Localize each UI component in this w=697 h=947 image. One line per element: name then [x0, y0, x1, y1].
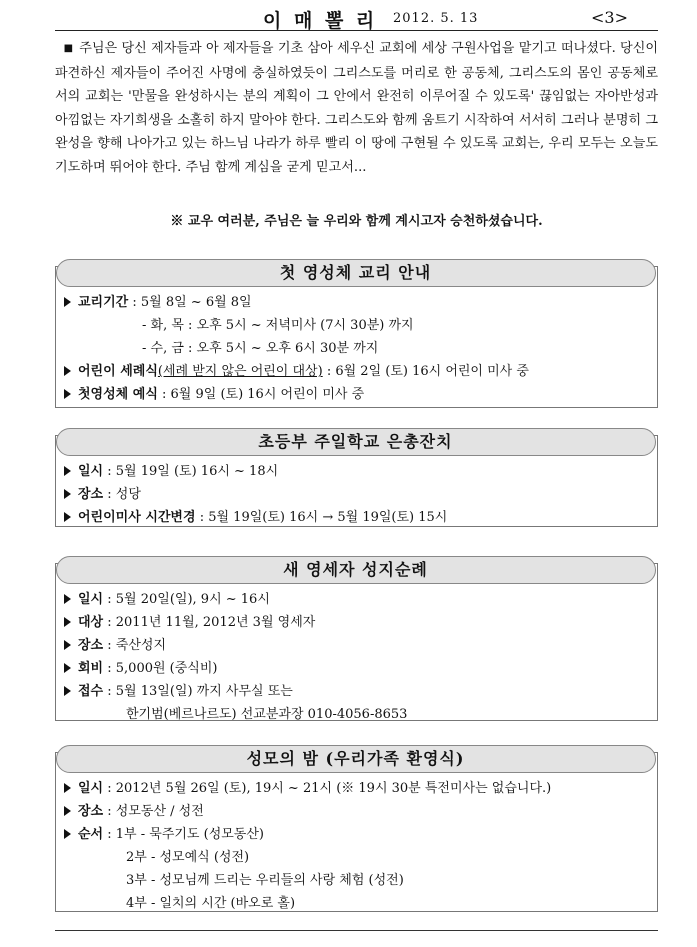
section-mary-night [55, 749, 658, 912]
info-row: - 수, 금 : 오후 5시 ~ 오후 6시 30분 까지 [142, 341, 379, 356]
triangle-bullet-icon [64, 663, 71, 673]
row-label: 순서 [78, 827, 104, 842]
bulletin-title: 이 매 뽈 리 [263, 10, 378, 32]
row-value: : 성당 [103, 487, 141, 502]
info-row [64, 680, 649, 703]
info-row [64, 460, 649, 483]
row-value: : 1부 - 묵주기도 (성모동산) [103, 827, 264, 842]
triangle-bullet-icon [64, 389, 71, 399]
bulletin-date: 2012. 5. 13 [393, 11, 479, 26]
program-item: 4부 - 일치의 시간 (바오로 홀) [126, 896, 296, 911]
section-title: 성모의 밤 (우리가족 환영식) [56, 745, 656, 773]
row-value: : 6월 9일 (토) 16시 어린이 미사 중 [157, 387, 365, 402]
row-label: 대상 [78, 615, 104, 630]
row-value: : 성모동산 / 성전 [103, 804, 204, 819]
section-title: 초등부 주일학교 은총잔치 [56, 428, 656, 456]
triangle-bullet-icon [64, 366, 71, 376]
info-row [64, 360, 649, 383]
row-value: : 2012년 5월 26일 (토), 19시 ~ 21시 (※ 19시 30분 특전미사는 없습니다.) [103, 781, 552, 796]
row-value: : 5월 20일(일), 9시 ~ 16시 [103, 592, 270, 607]
triangle-bullet-icon [64, 489, 71, 499]
contact-info: 한기범(베르나르도) 선교분과장 010-4056-8653 [126, 707, 408, 722]
section-title: 첫 영성체 교리 안내 [56, 259, 656, 287]
info-row [64, 506, 649, 529]
program-item: 2부 - 성모예식 (성전) [126, 850, 250, 865]
row-label: 접수 [78, 684, 104, 699]
info-row [64, 800, 649, 823]
row-value: : 죽산성지 [103, 638, 167, 653]
triangle-bullet-icon [64, 806, 71, 816]
row-label: 일시 [78, 592, 104, 607]
page-header [55, 6, 658, 31]
footer-divider [55, 930, 658, 931]
info-row [64, 634, 649, 657]
triangle-bullet-icon [64, 783, 71, 793]
row-value: : 6월 2일 (토) 16시 어린이 미사 중 [322, 364, 529, 379]
triangle-bullet-icon [64, 829, 71, 839]
ascension-notice: ※ 교우 여러분, 주님은 늘 우리와 함께 계시고자 승천하셨습니다. [170, 214, 543, 229]
row-value: : 5,000원 (중식비) [103, 661, 218, 676]
row-label: 첫영성체 예식 [78, 387, 158, 402]
info-row [64, 588, 649, 611]
info-row: - 화, 목 : 오후 5시 ~ 저녁미사 (7시 30분) 까지 [142, 318, 414, 333]
triangle-bullet-icon [64, 466, 71, 476]
info-row [64, 657, 649, 680]
info-row [64, 777, 649, 800]
row-value: : 5월 19일(토) 16시 → 5월 19일(토) 15시 [195, 510, 448, 525]
info-row [64, 823, 649, 846]
intro-paragraph [55, 37, 658, 180]
row-label: 회비 [78, 661, 104, 676]
info-row [64, 383, 649, 406]
info-row [64, 611, 649, 634]
triangle-bullet-icon [64, 512, 71, 522]
row-value: : 5월 13일(일) 까지 사무실 또는 [103, 684, 293, 699]
section-pilgrimage [55, 560, 658, 722]
program-item: 3부 - 성모님께 드리는 우리들의 사랑 체험 (성전) [126, 873, 404, 888]
triangle-bullet-icon [64, 640, 71, 650]
info-row [64, 483, 649, 506]
row-label: 장소 [78, 638, 104, 653]
triangle-bullet-icon [64, 686, 71, 696]
row-value: : 5월 8일 ~ 6월 8일 [128, 295, 252, 310]
row-label: 일시 [78, 464, 104, 479]
triangle-bullet-icon [64, 594, 71, 604]
triangle-bullet-icon [64, 297, 71, 307]
info-row [64, 291, 649, 314]
row-label: 장소 [78, 804, 104, 819]
page-number: <3> [591, 8, 628, 27]
row-label: 일시 [78, 781, 104, 796]
section-title: 새 영세자 성지순례 [56, 556, 656, 584]
row-label: 어린이미사 시간변경 [78, 510, 196, 525]
row-label: 장소 [78, 487, 104, 502]
row-label: 어린이 세례식 [78, 364, 158, 379]
row-value: : 2011년 11월, 2012년 3월 영세자 [103, 615, 316, 630]
section-first-communion [55, 263, 658, 408]
square-bullet-icon: ■ [63, 43, 74, 54]
section-sunday-school [55, 432, 658, 527]
row-value: : 5월 19일 (토) 16시 ~ 18시 [103, 464, 279, 479]
intro-text: 주님은 당신 제자들과 아 제자들을 기초 삼아 세우신 교회에 세상 구원사업을 맡기고 떠나셨다. 당신이 파견하신 제자들이 주어진 사명에 충실하였듯이 그리스도를 머리로 한 공동체, 그리스도의 몸인 공동체로서의 교회는 '만물을 완성하시는 분의 계획이 그 안에서 완전히 이루어질 수 있도록' 끊임없는 자아반성과 아낌없는 자기희생을 소홀히 하지 말아야 한다. 그리스도와 함께 움트기 시작하여 서서히 그러나 분명히 그 완성을 향해 나아가고 있는 하느님 나라가 하루 빨리 이 땅에 구현될 수 있도록 교회는, 우리 모두는 오늘도 기도하며 뛰어야 한다. 주님 함께 계심을 굳게 믿고서... [55, 41, 658, 175]
row-note: (세례 받지 않은 어린이 대상) [157, 364, 323, 379]
triangle-bullet-icon [64, 617, 71, 627]
row-label: 교리기간 [78, 295, 129, 310]
